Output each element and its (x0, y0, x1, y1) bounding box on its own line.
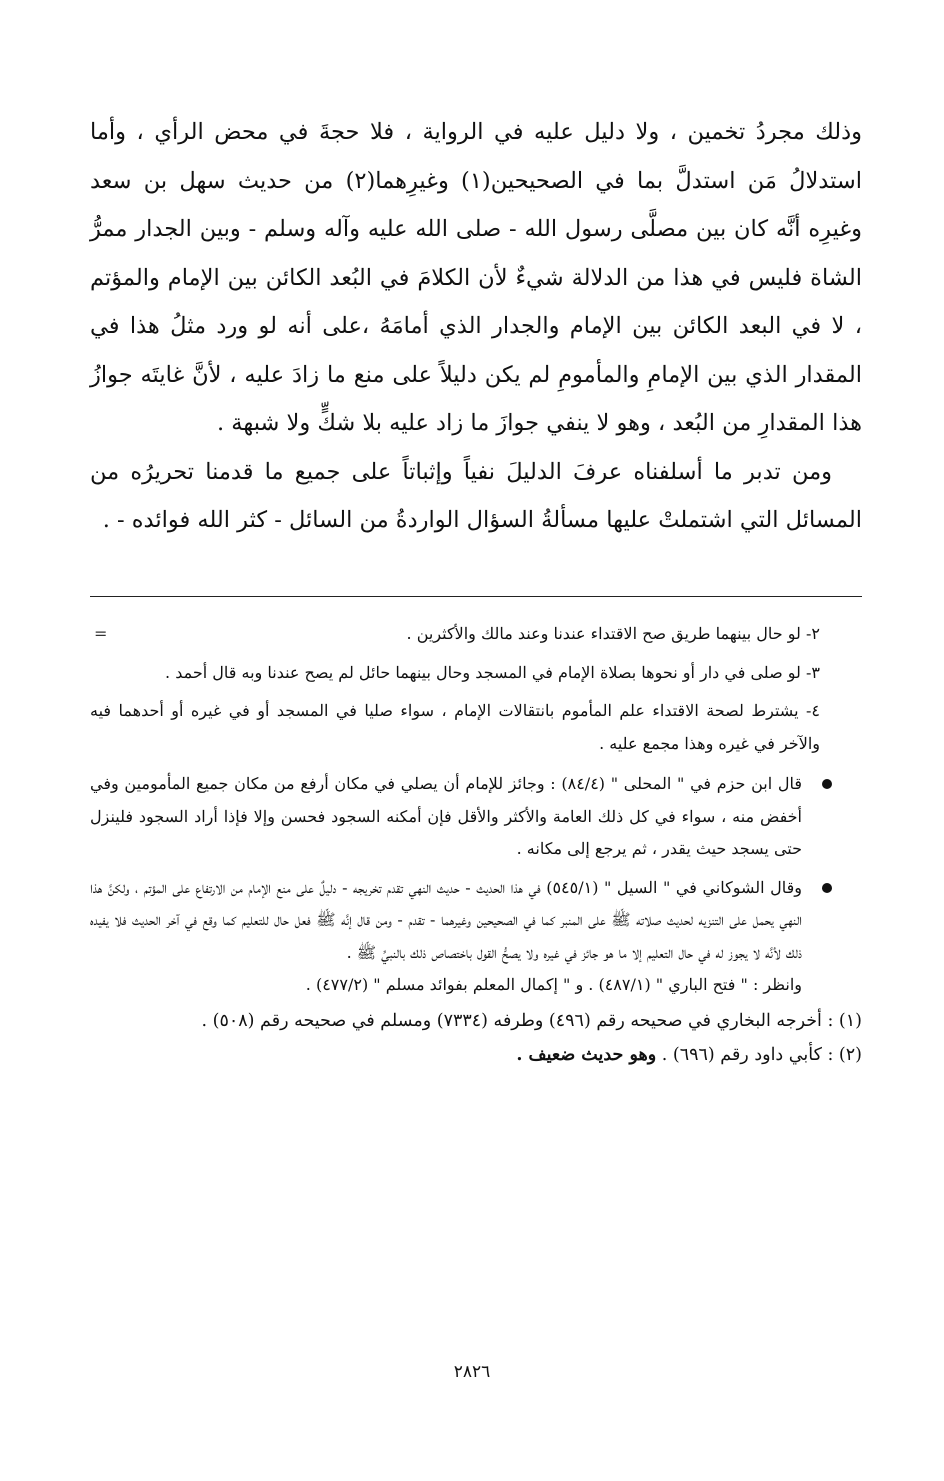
main-paragraph-1: وذلك مجردُ تخمين ، ولا دليل عليه في الرواية ، فلا حجةَ في محض الرأي ، وأما استدلالُ مَن استدلَّ بما في الصحيحين(١) وغيرِهما(٢) من حديث سهل بن سعد وغيرِه أنَّه كان بين مصلَّى رسول الله - صلى الله عليه وآله وسلم - وبين الجدار ممرُّ الشاة فليس في هذا من الدلالة شيءٌ لأن الكلامَ في البُعد الكائن بين الإمام والمؤتم ، لا في البعد الكائن بين الإمام والجدار الذي أمامَهُ ،على أنه لو ورد مثلُ هذا في المقدار الذي بين الإمامِ والمأمومِ لم يكن دليلاً على منع ما زادَ عليه ، لأنَّ غايتَه جوازُ هذا المقدارِ من البُعد ، وهو لا ينفي جوازَ ما زاد عليه بلا شكٍّ ولا شبهة . (90, 119, 862, 436)
page-number: ٢٨٢٦ (453, 1362, 491, 1382)
footnote-divider (90, 596, 862, 597)
note-item-4: ٤- يشترط لصحة الاقتداء علم المأموم بانتقالات الإمام ، سواء صليا في المسجد أو في غيره أو أحدهما فيه والآخر في غيره وهذا مجمع عليه . (90, 701, 820, 753)
footnote-2-grade: وهو حديث ضعيف . (516, 1044, 657, 1065)
footnote-2-text: (٢) : كأبي داود رقم (٦٩٦) . (656, 1044, 862, 1065)
page-body (90, 108, 862, 1065)
bullet-icon (822, 779, 832, 789)
bullet-icon (822, 883, 832, 893)
main-paragraph-2: ومن تدبر ما أسلفناه عرفَ الدليلَ نفياً وإثباتاً على جميع ما قدمنا تحريرُه من المسائل التي اشتملتْ عليها مسألةُ السؤال الواردةُ من السائل - كثر الله فوائده - . (90, 458, 862, 533)
note-item-3: ٣- لو صلى في دار أو نحوها بصلاة الإمام في المسجد وحال بينهما حائل لم يصح عندنا وبه قال أحمد . (165, 662, 820, 682)
note-item-2 (90, 618, 862, 651)
bullet-note-1 (90, 768, 862, 866)
footnote-1: (١) : أخرجه البخاري في صحيحه رقم (٤٩٦) وطرفه (٧٣٣٤) ومسلم في صحيحه رقم (٥٠٨) . (201, 1010, 862, 1031)
see-also-note: وانظر : " فتح الباري " (٤٨٧/١) . و " إكمال المعلم بفوائد مسلم " (٤٧٧/٢) . (305, 975, 802, 994)
bullet-note-1-text: قال ابن حزم في " المحلى " (٨٤/٤) : وجائز للإمام أن يصلي في مكان أرفع من مكان جميع المأمومين وفي أخفض منه ، سواء في كل ذلك العامة والأكثر والأقل فإن أمكنه السجود فحسن وإلا فإذا أراد السجود فلينزل حتى يسجد حيث يقدر ، ثم يرجع إلى مكانه . (90, 774, 802, 858)
main-text (90, 108, 862, 545)
footnote-2 (90, 1038, 862, 1072)
bullet-note-2 (90, 872, 862, 970)
bullet-note-2-text: وقال الشوكاني في " السيل " (٥٤٥/١) في هذا الحديث - حديث النهي تقدم تخريجه - دليلٌ على منع الإمام من الارتفاع على المؤتم ، ولكنَّ هذا النهي يحمل على التنزيه لحديث صلاته ﷺ على المنبر كما في الصحيحين وغيرهما - تقدم - ومن قال إنَّه ﷺ فعل حال للتعليم كما وقع في آخر الحديث فلا يفيده ذلك لأنَّه لا يجوز له في حال التعليم إلا ما هو جائز في غيره ولا يصحُّ القول باختصاص ذلك بالنبيِّ ﷺ . (90, 877, 803, 962)
footnotes-area (90, 618, 862, 1072)
note-text-2: ٢- لو حال بينهما طريق صح الاقتداء عندنا وعند مالك والأكثرين . (406, 624, 820, 643)
continuation-marker: = (94, 624, 108, 643)
